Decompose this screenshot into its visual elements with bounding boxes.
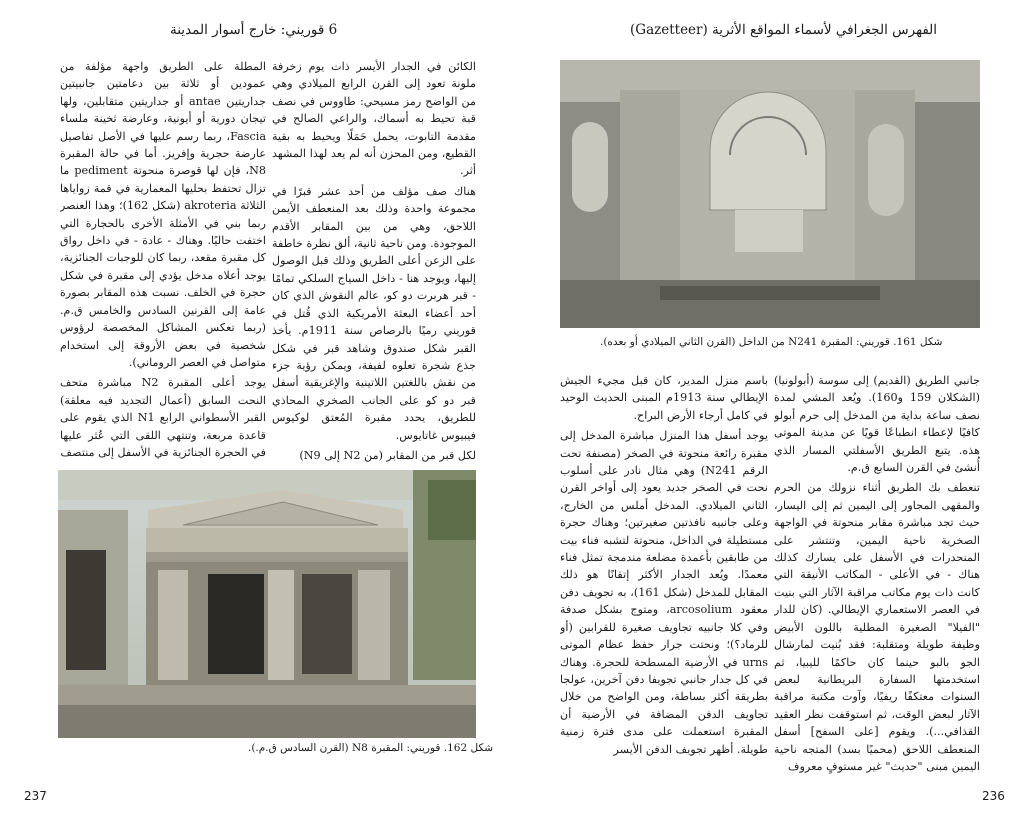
paragraph: يوجد أسفل هذا المنزل مباشرة المدخل إلى مقبرة رائعة منحوتة في الصخر (مصنفة تحت الرقم N241) وهي مثال نادر على أسلوب نحت في الصخر جديد يعود إلى أواخر القرن الثاني الميلادي. المدخل أملس من الخارج، وعلى جانبيه نافذتين صغيرتين؛ وهناك حجرة مستطيلة في الداخل، منحوتة لتشبه فناء بيت من طابقين بأعمدة مضلعة مندمجة تمثل فناء معمدًا. ويُعد الجدار الأكثر إتقانًا هو ذلك المقابل للمدخل (شكل 161)، به تجويف دفن معقود arcosolium، ومتوج بشكل صدفة وفي كلا جانبيه تجاويف صغيرة للقرابين (أو للرماد؟)؛ ونحتت جرار حفظ عظام الموتى urns في الأرضية المسطحة للحجرة. وهناك في كل جدار جانبي تجويفا دفن آخرين، عولجا بطريقة أكثر بساطة، ومن الواضح من خلال تجاويف الدفن المضافة في الأرضية أن المقبرة استعملت على مدى فترة زمنية طويلة. أظهر تجويف الدفن الأيسر xyxy=(560,429,768,756)
right-page-inner-column xyxy=(560,372,768,784)
running-head-right: الفهرس الجغرافي لأسماء المواقع الأثرية (Gazetteer) xyxy=(630,22,938,38)
right-page-outer-column xyxy=(774,372,980,784)
paragraph: هناك صف مؤلف من أحد عشر قبرًا في مجموعة واحدة وذلك بعد المنعطف الأيمن اللاحق، وهي من بين المقابر الأقدم الموجودة. ومن ناحية ثانية، ألق نظرة خاطفة على الزعن أعلى الطريق وذلك قبل الوصول إليها، ويوجد هنا - داخل السياج السلكي تمامًا - قبر هربرت دو كو، عالم النقوش الذي كان أحد أعضاء البعثة الأمريكية الذي قُتل في قوريني رميًا بالرصاص سنة 1911م. يأخذ القبر شكل صندوق وشاهد قبر في شكل جذع شجرة تعلوه لفيفة، ويمكن رؤية جزء من نقش باللغتين اللاتينية والإغريقية أسفل قبر دو كو على الجانب الصخري المحاذي للطريق، يحدد مقبرة المُعتق لوكيوس فيبيوس غاتايوس. xyxy=(272,184,476,442)
paragraph: المطلة على الطريق واجهة مؤلفة من عمودين أو ثلاثة بين دعامتين جانبيتين جداريتين antae أو جداريتين متقابلين، ولها تيجان دورية أو أيونية، وعارضة ثخينة ملساء Fascia، ربما رسم عليها في الأصل تفاصيل عارضة حجرية وإفريز. أما في حالة المقبرة N8، فإن لها قوصرة منحوتة pediment ما تزال تحتفظ بحليها المعمارية في قمة زواياها الثلاثة akroteria (شكل 162)؛ وهذا العنصر ربما بني في الأمثلة الأخرى بالحجارة التي اختفت حاليًا. وهناك - عادة - في داخل رواق كل مقبرة مقعد، ربما كان للوجبات الجنائزية، يوجد أعلاه مدخل يؤدي إلى مقبرة في شكل حجرة في الخلف. نسبت هذه المقابر بصورة عامة إلى القرنين السادس والخامس ق.م. (ربما تعكس المشاكل المخصصة لرؤوس شخصية في بعض الأروقة إلى استخدام متواصل في العصر الروماني). xyxy=(60,60,266,369)
paragraph: الكائن في الجدار الأيسر ذات يوم زخرفة ملونة تعود إلى القرن الرابع الميلادي وهي من الواضح رمز مسيحي: طاووس في نصف قبة تحيط به أسماك، والراعي الصالح في مقدمة التابوت، يحمل حَمَلًا ويحيط به بقية القطيع، ومن المحزن أنه لم يعد لهذا المشهد أثر. xyxy=(272,60,476,178)
running-head-left: 6 قوريني: خارج أسوار المدينة xyxy=(170,22,338,38)
page-number-left: 237 xyxy=(24,789,47,803)
paragraph: لكل قبر من المقابر (من N2 إلى N9) xyxy=(299,448,476,462)
page-number-right: 236 xyxy=(982,789,1005,803)
left-page-outer-column xyxy=(60,58,266,468)
left-page-inner-column xyxy=(272,58,476,468)
paragraph: باسم منزل المدير، كان قبل مجيء الجيش الإيطالي سنة 1913م المبنى الحديث الوحيد في كامل أرجاء الأرض البراح. xyxy=(560,374,768,422)
tomb-n241-interior-photo xyxy=(560,60,980,328)
paragraph: يوجد أعلى المقبرة N2 مباشرة متحف النحت السابق (أعمال التجديد فيه معلقة) القبر الأسطواني الرابع N1 الذي يقوم على قاعدة مربعة، وتنتهي اللقى التي عُثر عليها في الحجرة الجنائزية في الأسفل إلى منتصف xyxy=(60,376,266,459)
tomb-n8-photo xyxy=(58,470,476,738)
figure-caption-161: شكل 161. قوريني: المقبرة N241 من الداخل (القرن الثاني الميلادي أو بعده). xyxy=(600,336,943,348)
figure-caption-162: شكل 162. قوريني: المقبرة N8 (القرن السادس ق.م.). xyxy=(248,742,494,754)
right-page xyxy=(512,0,1024,827)
paragraph: تنعطف بك الطريق أثناء نزولك من الحرم والمقهى المجاور إلى اليمين ثم إلى اليسار، حيث تجد مباشرة مقابر منحوتة في الواجهة الصخرية ناحية اليمين، وتنتشر على المنحدرات في الأسفل على يسارك كذلك هناك - في الأعلى - المكاتب الأنيقة التي كانت ذات يوم مكاتب مراقبة الآثار التي بنيت في العصر الاستعماري الإيطالي. (كان للدار "الفيلا" الصغيرة المطلية باللون الأبيض وظيفة طويلة ومتقلبة: فقد بُنيت لمارشال الجو بالبو حينما كان حاكمًا لليبيا، ثم استخدمتها السفارة البريطانية لبعض السنوات معتكفًا ريفيًا، وآوت مكتبة مراقبة الآثار لبعض الوقت، ثم استوقفت نظر العقيد القذافي...). ويقوم [على السفح] أسفل المنعطف اللاحق (محميًا بسد) المتجه ناحية اليمين مبنى "حديث" غير مستوفٍ معروف xyxy=(774,481,980,773)
paragraph: جانبي الطريق (القديم) إلى سوسة (أبولونيا) (الشكلان 159 و160). ويُعد المشي لمدة نصف ساعة بداية من المدخل إلى حرم أبولو كافيًا لإعطاء انطباعًا قويًا عن مدينة الموتى هذه. يتبع الطريق الأسفلتي المسار الذي أُنشئ في القرن السابع ق.م. xyxy=(774,374,980,475)
